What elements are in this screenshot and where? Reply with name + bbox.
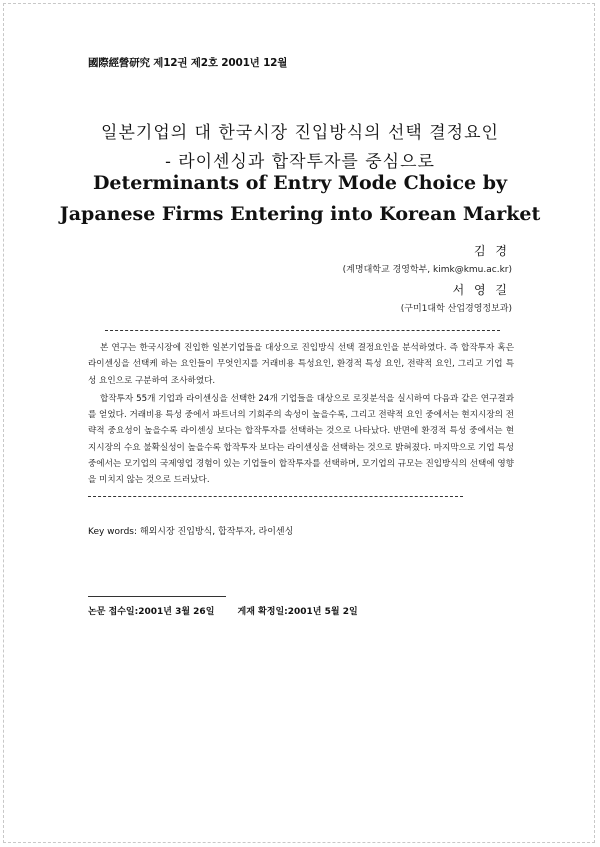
- journal-header: 國際經營研究 제12권 제2호 2001년 12월: [88, 57, 288, 69]
- footnote-rule: [88, 596, 226, 597]
- keywords: Key words: 해외시장 진입방식, 합작투자, 라이센싱: [88, 527, 294, 537]
- submitted-date: 논문 접수일:2001년 3월 26일: [88, 607, 215, 617]
- korean-subtitle: - 라이센싱과 합작투자를 중심으로: [165, 152, 435, 172]
- english-title-line1: Determinants of Entry Mode Choice by: [92, 172, 508, 194]
- author-name-2: 서 영 길: [452, 283, 510, 297]
- abstract-bottom-divider: [88, 496, 463, 497]
- abstract-paragraph-2: 합작투자 55개 기업과 라이센싱을 선택한 24개 기업들을 대상으로 로짓분석을 실시하여 다음과 같은 연구결과를 얻었다. 거래비용 특성 중에서 파트너의 기회주의 속성이 높을수록, 그리고 전략적 요인 중에서는 현지시장의 전략적 중요성이 높을수록 라이센싱 보다는 합작투자를 선택하는 것으로 나타났다. 반면에 환경적 특성 중에서는 현지시장의 수요 불확실성이 높을수록 합작투자 보다는 라이센싱을 선택하는 것으로 밝혀졌다. 마지막으로 기업 특성 중에서는 모기업의 국제영업 경험이 있는 기업들이 합작투자를 선택하며, 모기업의 규모는 진입방식의 선택에 영향을 미치지 않는 것으로 드러났다.: [88, 393, 514, 486]
- author-affiliation-1: (계명대학교 경영학부, kimk@kmu.ac.kr): [342, 265, 512, 275]
- korean-title: 일본기업의 대 한국시장 진입방식의 선택 결정요인: [101, 123, 499, 143]
- english-title-line2: Japanese Firms Entering into Korean Market: [59, 203, 541, 225]
- footnote-dates: [88, 604, 378, 617]
- accepted-date: 게재 확정일:2001년 5월 2일: [237, 607, 358, 617]
- abstract-paragraph-1: 본 연구는 한국시장에 진입한 일본기업들을 대상으로 진입방식 선택 결정요인을 분석하였다. 즉 합작투자 혹은 라이센싱을 선택케 하는 요인들이 무엇인지를 거래비용 특성요인, 환경적 특성 요인, 전략적 요인, 그리고 기업 특성 요인으로 구분하여 조사하였다.: [88, 343, 514, 386]
- abstract-top-divider: [105, 330, 500, 331]
- author-name-1: 김 경: [474, 244, 510, 258]
- abstract: [88, 340, 514, 489]
- author-affiliation-2: (구미1대학 산업경영정보과): [400, 304, 512, 314]
